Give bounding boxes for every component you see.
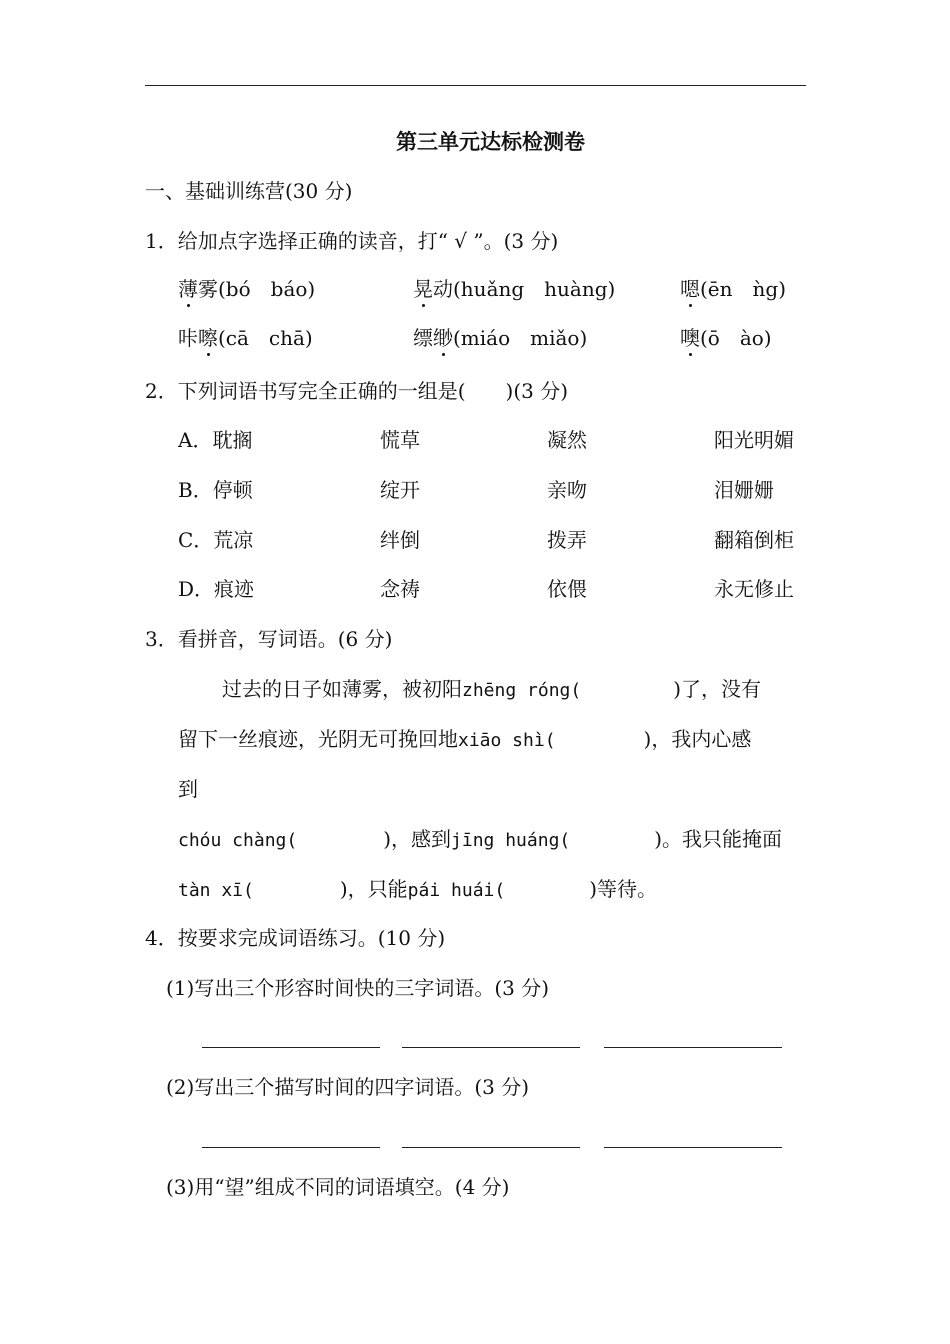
q2-option-c-word: 绊倒 (380, 528, 420, 552)
section-heading-basic: 一、基础训练营(30 分) (145, 179, 353, 203)
q3-text: )。我只能掩面 (654, 827, 783, 851)
q4-sub1-answer-line[interactable] (604, 1047, 782, 1048)
q1-dotted-char: 晃 (413, 277, 433, 301)
q3-text: )了，没有 (673, 677, 762, 701)
header-rule (145, 85, 806, 86)
q3-pinyin: pái huái( (407, 880, 506, 901)
q2-option-c-label[interactable]: C．荒凉 (178, 528, 254, 552)
q1-stem: 1．给加点字选择正确的读音，打“ √ ”。(3 分) (145, 229, 559, 253)
q3-passage-line (178, 876, 657, 904)
q1-dotted-char: 噢 (680, 326, 700, 350)
q3-text: 过去的日子如薄雾，被初阳 (222, 677, 462, 701)
q3-text: )，我内心感 (643, 727, 752, 751)
q3-pinyin: chóu chàng( (178, 830, 298, 851)
q3-text: )，只能 (339, 877, 408, 901)
q3-text: )等待。 (589, 877, 658, 901)
q3-passage-line: 到 (178, 777, 198, 801)
q1-item (413, 276, 615, 302)
q1-item-post: (ō ào) (700, 326, 772, 350)
q1-dotted-char: 薄 (178, 277, 198, 301)
q4-sub2: (2)写出三个描写时间的四字词语。(3 分) (166, 1075, 530, 1099)
q2-option-d-label[interactable]: D．痕迹 (178, 577, 255, 601)
q2-option-a-word: 阳光明媚 (714, 428, 794, 452)
q1-item (413, 325, 587, 351)
q1-dotted-char: 嗯 (680, 277, 700, 301)
q2-option-a-word: 慌草 (380, 428, 420, 452)
q3-passage-line (178, 726, 751, 754)
q4-stem: 4．按要求完成词语练习。(10 分) (145, 926, 446, 950)
q4-sub1-answer-line[interactable] (402, 1047, 580, 1048)
q2-option-b-word: 绽开 (380, 478, 420, 502)
q2-option-b-word: 亲吻 (547, 478, 587, 502)
q3-pinyin: tàn xī( (178, 880, 254, 901)
q1-item (178, 325, 313, 351)
q2-option-c-word: 翻箱倒柜 (714, 528, 794, 552)
q1-item-post: (cā chā) (218, 326, 313, 350)
q4-sub3: (3)用“望”组成不同的词语填空。(4 分) (166, 1175, 510, 1199)
q1-item-post: (miáo miǎo) (453, 326, 588, 350)
q3-pinyin: xiāo shì( (458, 730, 556, 751)
q1-dotted-char: 嚓 (198, 326, 218, 350)
q1-dotted-char: 缈 (433, 326, 453, 350)
q3-pinyin: zhēng róng( (462, 680, 582, 701)
q3-text: )，感到 (383, 827, 452, 851)
q3-passage-line (222, 676, 761, 704)
q4-sub2-answer-line[interactable] (202, 1147, 380, 1148)
q2-stem: 2．下列词语书写完全正确的一组是( )(3 分) (145, 379, 569, 403)
q1-item-pre: 缥 (413, 326, 433, 350)
q1-item-post: 雾(bó báo) (198, 277, 316, 301)
q3-pinyin: jīng huáng( (451, 830, 571, 851)
page-title: 第三单元达标检测卷 (396, 130, 585, 154)
q2-option-d-word: 依偎 (547, 577, 587, 601)
q3-text: 留下一丝痕迹，光阴无可挽回地 (178, 727, 458, 751)
q3-passage-line (178, 826, 782, 854)
q2-option-a-label[interactable]: A．耽搁 (178, 428, 253, 452)
q1-item-pre: 咔 (178, 326, 198, 350)
q2-option-b-word: 泪姗姗 (714, 478, 774, 502)
q2-option-b-label[interactable]: B．停顿 (178, 478, 253, 502)
q4-sub2-answer-line[interactable] (604, 1147, 782, 1148)
q1-item (680, 325, 772, 351)
q4-sub2-answer-line[interactable] (402, 1147, 580, 1148)
q2-option-c-word: 拨弄 (547, 528, 587, 552)
q1-item-post: (ēn ǹg) (700, 277, 787, 301)
q4-sub1-answer-line[interactable] (202, 1047, 380, 1048)
q1-item (680, 276, 786, 302)
q3-stem: 3．看拼音，写词语。(6 分) (145, 627, 393, 651)
q1-item (178, 276, 315, 302)
q1-item-post: 动(huǎng huàng) (433, 277, 616, 301)
q2-option-d-word: 永无修止 (714, 577, 794, 601)
q2-option-d-word: 念祷 (380, 577, 420, 601)
q2-option-a-word: 凝然 (547, 428, 587, 452)
q4-sub1: (1)写出三个形容时间快的三字词语。(3 分) (166, 976, 550, 1000)
